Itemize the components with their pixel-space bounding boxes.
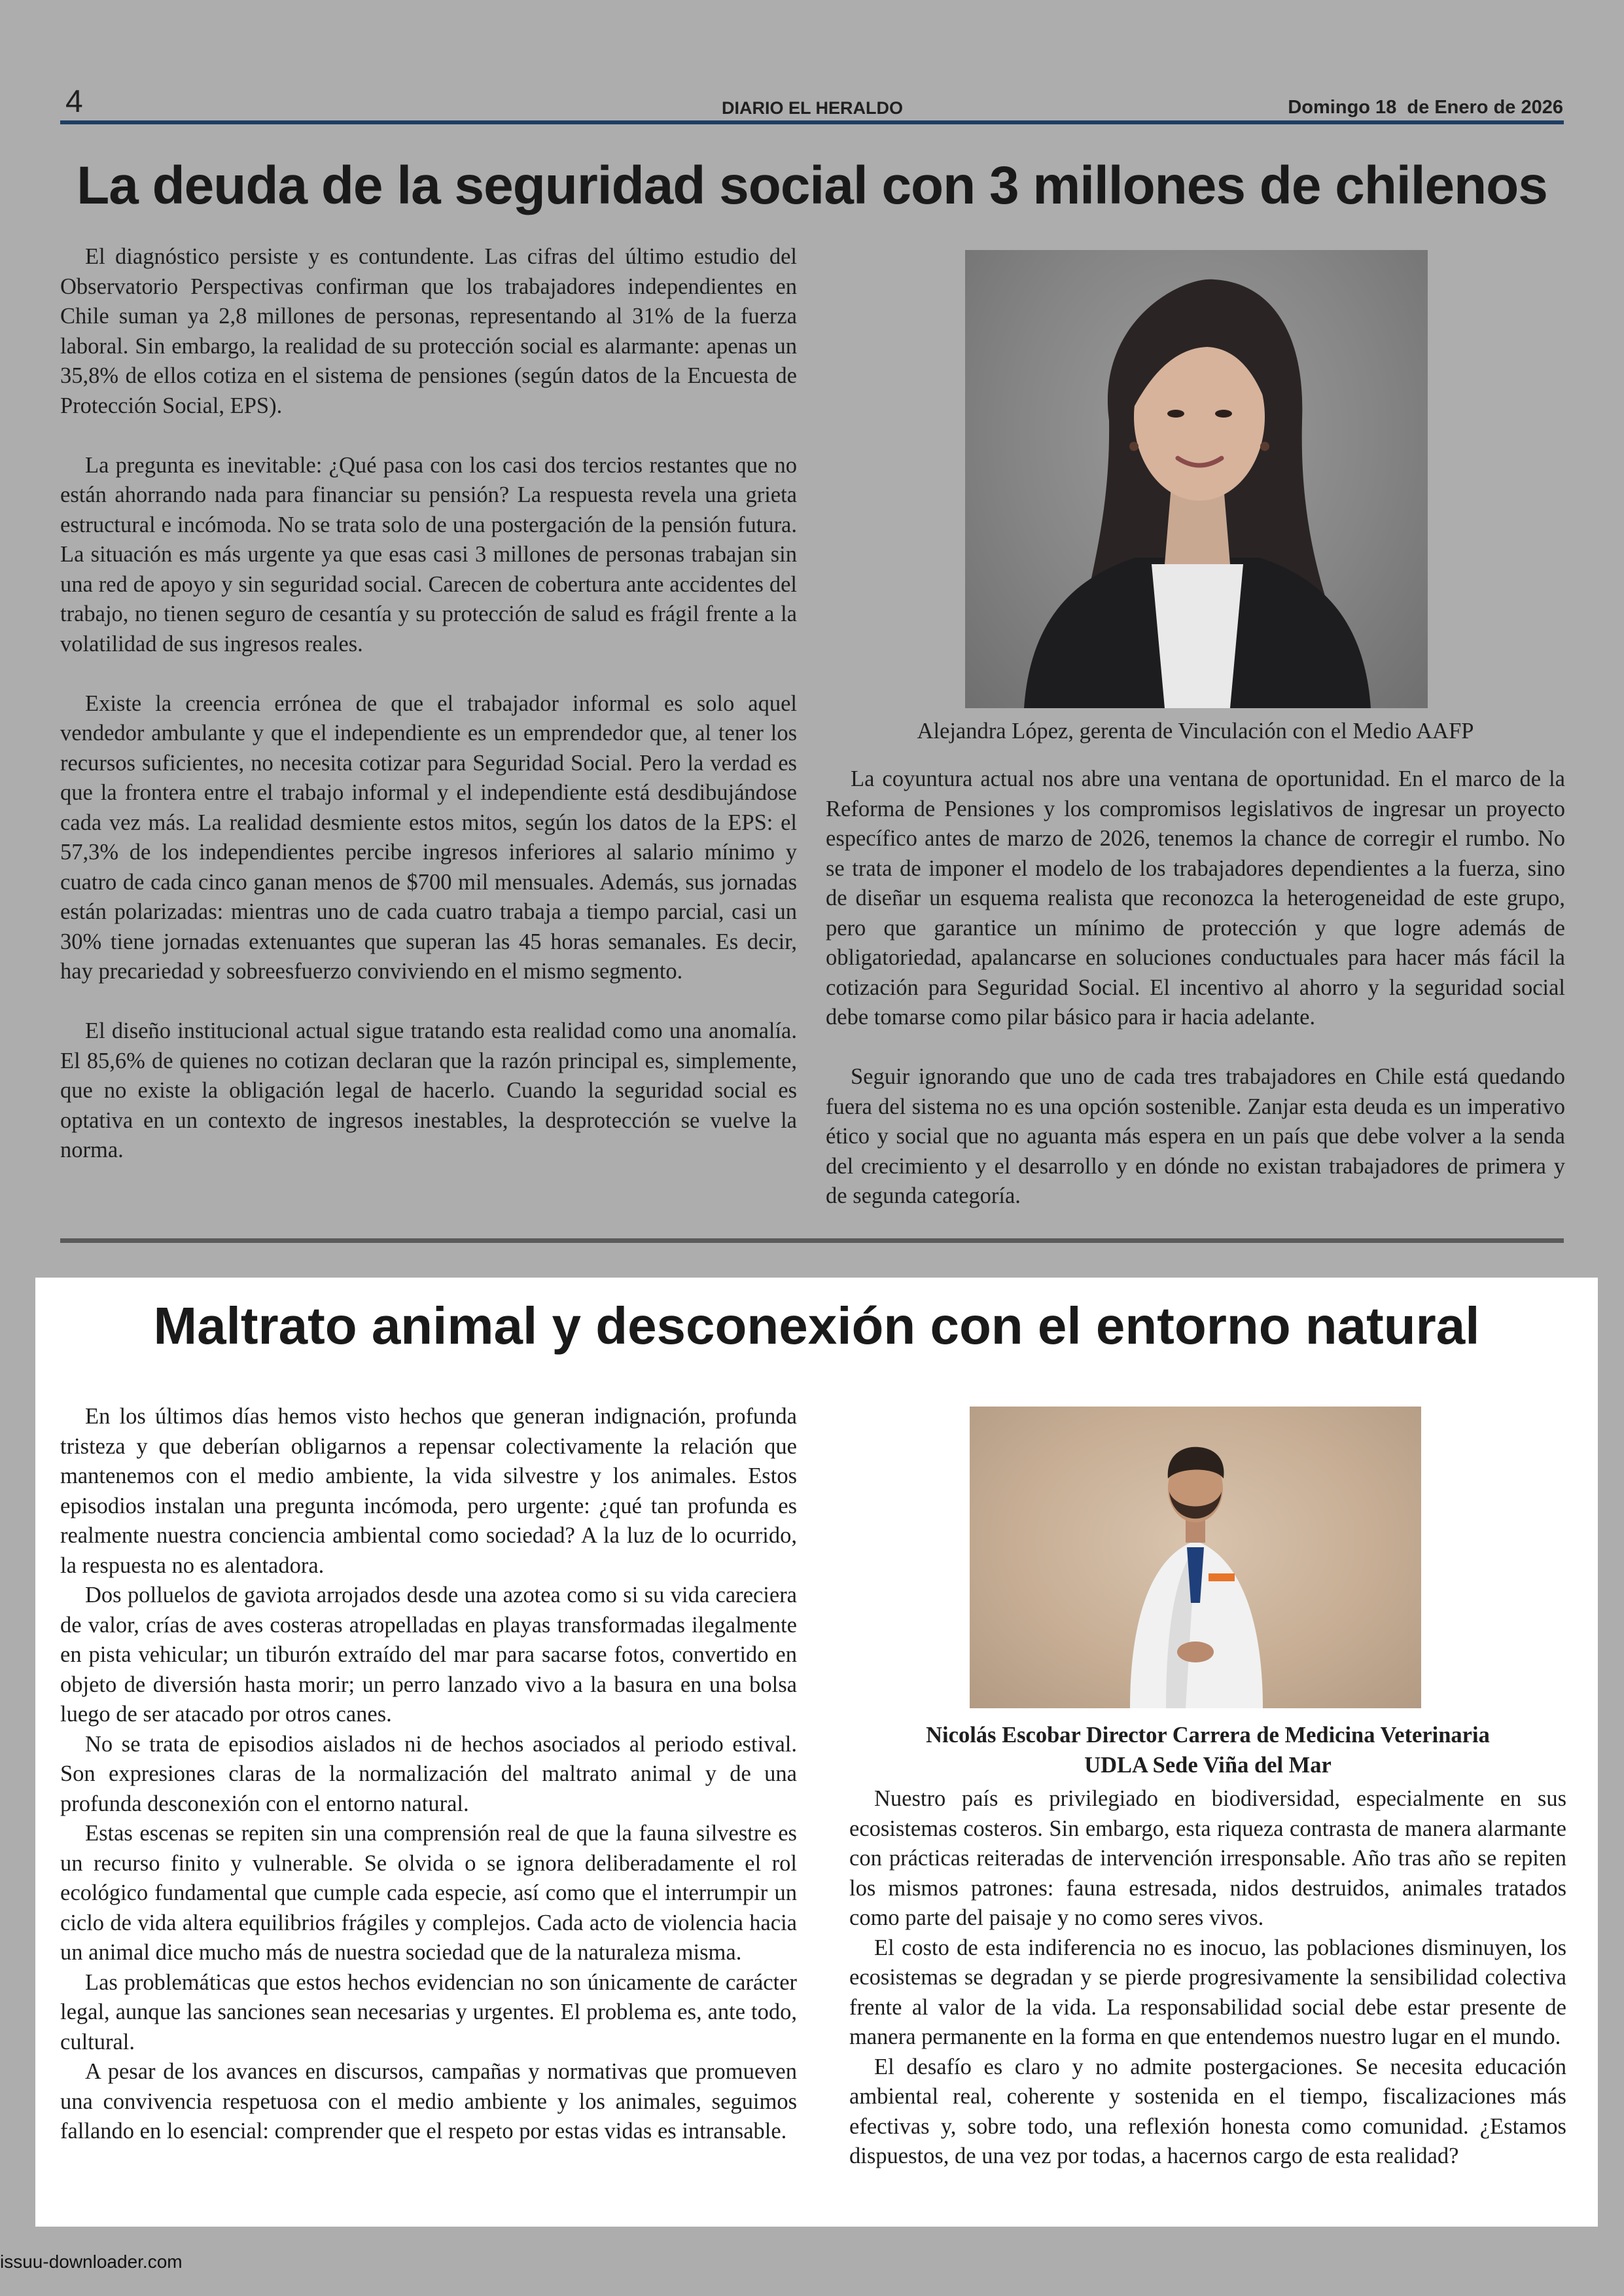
article2-caption-line2: UDLA Sede Viña del Mar: [1084, 1753, 1332, 1778]
article1-paragraph: El diseño institucional actual sigue tratando esta realidad como una anomalía. El 85,6% de quienes no cotizan declaran que la razón principal es, simplemente, que no existe la obligación legal de hacerlo. Cuando la seguridad social es optativa en un contexto de ingresos inestables, la desprotección se vuelve la norma.: [60, 1018, 797, 1162]
article2-paragraph: Las problemáticas que estos hechos evidencian no son únicamente de carácter legal, aunque las sanciones sean necesarias y urgentes. El problema es, ante todo, cultural.: [60, 1969, 797, 2054]
article1-left-column: [60, 242, 797, 1166]
article2-paragraph: El costo de esta indiferencia no es inocuo, las poblaciones disminuyen, los ecosistemas se degradan y se pierde progresivamente la sensibilidad colectiva frente al valor de la vida. La responsabilidad social debe estar presente de manera permanente en la forma en que entendemos nuestro lugar en el mundo.: [849, 1935, 1566, 2049]
article2-paragraph: Nuestro país es privilegiado en biodiversidad, especialmente en sus ecosistemas costeros. Sin embargo, esta riqueza contrasta de manera alarmante con prácticas reiteradas de intervención irresponsable. Año tras año se repiten los mismos patrones: fauna estresada, nidos destruidos, animales tratados como parte del paisaje y no como seres vivos.: [849, 1786, 1566, 1930]
article2-headline: Maltrato animal y desconexión con el entorno natural: [153, 1297, 1480, 1355]
header-rule: [60, 120, 1564, 124]
portrait-illustration: [970, 1407, 1421, 1708]
article1-photo-caption: Alejandra López, gerenta de Vinculación con el Medio AAFP: [917, 719, 1474, 744]
article1-paragraph: Existe la creencia errónea de que el trabajador informal es solo aquel vendedor ambulante y que el independiente es un emprendedor que, al tener los recursos suficientes, no necesita cotizar para Seguridad Social. Pero la verdad es que la frontera entre el trabajo informal y el independiente está desdibujándose cada vez más. La realidad desmiente estos mitos, según los datos de la EPS: el 57,3% de los independientes percibe ingresos inferiores al salario mínimo y cuatro de cada cinco ganan menos de $700 mil mensuales. Además, sus jornadas están polarizadas: mientras uno de cada cuatro trabaja a tiempo parcial, casi un 30% tiene jornadas extenuantes que superan las 45 horas semanales. Es decir, hay precariedad y sobreesfuerzo conviviendo en el mismo segmento.: [60, 691, 797, 984]
article2-photo-caption: [849, 1720, 1566, 1780]
article2-paragraph: El desafío es claro y no admite postergaciones. Se necesita educación ambiental real, coherente y sostenida en el tiempo, fiscalizaciones más efectivas y, sobre todo, una reflexión honesta como comunidad. ¿Estamos dispuestos, de una vez por todas, a hacernos cargo de esta realidad?: [849, 2054, 1566, 2168]
article2-paragraph: Dos polluelos de gaviota arrojados desde una azotea como si su vida careciera de valor, crías de aves costeras atropelladas en playas transformadas ilegalmente en pista vehicular; un tiburón extraído del mar para sacarse fotos, convertido en objeto de diversión hasta morir; un perro lanzado vivo a la basura en una bolsa luego de ser atacado por otros canes.: [60, 1583, 797, 1727]
portrait-illustration: [965, 250, 1428, 708]
section-divider: [60, 1238, 1564, 1243]
publication-name: DIARIO EL HERALDO: [722, 98, 904, 118]
article2-caption-line1: Nicolás Escobar Director Carrera de Medicina Veterinaria: [926, 1723, 1490, 1748]
article2-left-column: [60, 1402, 797, 2147]
article2-paragraph: En los últimos días hemos visto hechos que generan indignación, profunda tristeza y que deberían obligarnos a repensar colectivamente la relación que mantenemos con el medio ambiente, la vida silvestre y los animales. Estos episodios instalan una pregunta incómoda, pero urgente: ¿qué tan profunda es realmente nuestra conciencia ambiental como sociedad? A la luz de lo ocurrido, la respuesta no es alentadora.: [60, 1404, 797, 1578]
article1-paragraph: El diagnóstico persiste y es contundente. Las cifras del último estudio del Observatorio Perspectivas confirman que los trabajadores independientes en Chile suman ya 2,8 millones de personas, representando al 31% de la fuerza laboral. Sin embargo, la realidad de su protección social es alarmante: apenas un 35,8% de ellos cotiza en el sistema de pensiones (según datos de la Encuesta de Protección Social, EPS).: [60, 244, 797, 418]
publication-date: Domingo 18 de Enero de 2026: [1288, 97, 1563, 118]
article2-right-column: [849, 1784, 1566, 2172]
article2-paragraph: No se trata de episodios aislados ni de hechos asociados al periodo estival. Son expresiones claras de la normalización del maltrato animal y de una profunda desconexión con el entorno natural.: [60, 1731, 797, 1816]
portrait-photo-nicolas-escobar: [970, 1407, 1421, 1708]
article1-paragraph: La coyuntura actual nos abre una ventana de oportunidad. En el marco de la Reforma de Pensiones y los compromisos legislativos de ingresar un proyecto específico antes de marzo de 2026, tenemos la chance de corregir el rumbo. No se trata de imponer el modelo de los trabajadores dependientes a la fuerza, sino de diseñar un esquema realista que reconozca la heterogeneidad de este grupo, pero que garantice un mínimo de protección y que logre además de obligatoriedad, apalancarse en soluciones conductuales para hacer más fácil la cotización para Seguridad Social. El incentivo al ahorro y la seguridad social debe tomarse como pilar básico para ir hacia adelante.: [826, 766, 1565, 1030]
article2-paragraph: A pesar de los avances en discursos, campañas y normativas que promueven una convivencia respetuosa con el medio ambiente y los animales, seguimos fallando en lo esencial: comprender que el respeto por estas vidas es intransable.: [60, 2059, 797, 2144]
article1-right-column: [826, 764, 1565, 1211]
portrait-photo-alejandra-lopez: [965, 250, 1428, 708]
article1-headline: La deuda de la seguridad social con 3 millones de chilenos: [77, 156, 1547, 215]
page-number: 4: [65, 84, 83, 119]
article1-paragraph: La pregunta es inevitable: ¿Qué pasa con los casi dos tercios restantes que no están ahorrando nada para financiar su pensión? La respuesta revela una grieta estructural e incómoda. No se trata solo de una postergación de la pensión futura. La situación es más urgente ya que esas casi 3 millones de personas trabajan sin una red de apoyo y sin seguridad social. Carecen de cobertura ante accidentes del trabajo, no tienen seguro de cesantía y su protección de salud es frágil frente a la volatilidad de sus ingresos reales.: [60, 452, 797, 656]
article2-paragraph: Estas escenas se repiten sin una comprensión real de que la fauna silvestre es un recurso finito y vulnerable. Se olvida o se ignora deliberadamente el rol ecológico fundamental que cumple cada especie, así como que el interrumpir un ciclo de vida altera equilibrios frágiles y complejos. Cada acto de violencia hacia un animal dice mucho más de nuestra sociedad que de la naturaleza misma.: [60, 1821, 797, 1965]
article1-paragraph: Seguir ignorando que uno de cada tres trabajadores en Chile está quedando fuera del sistema no es una opción sostenible. Zanjar esta deuda es un imperativo ético y social que no aguanta más espera en un país que debe volver a la senda del crecimiento y el desarrollo y en dónde no existan trabajadores de primera y de segunda categoría.: [826, 1064, 1565, 1208]
source-watermark: issuu-downloader.com: [0, 2251, 183, 2272]
